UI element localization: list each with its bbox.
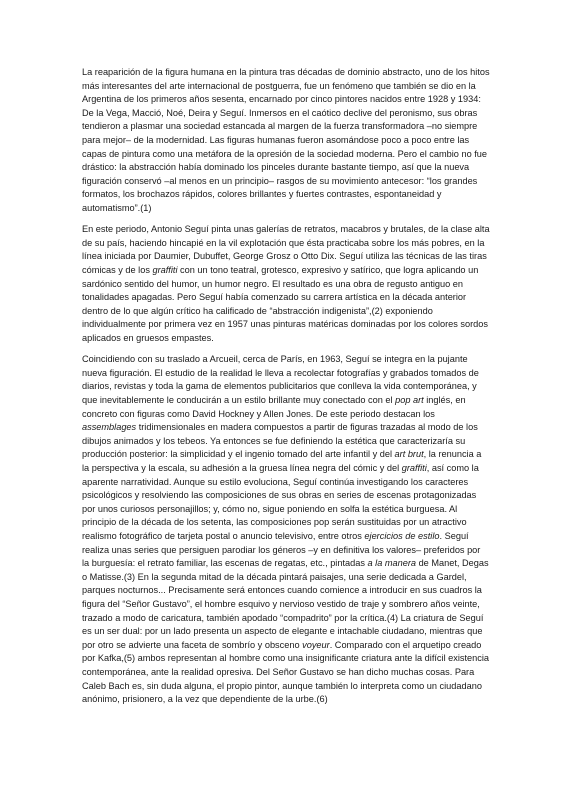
italic-term: graffiti bbox=[152, 265, 178, 275]
italic-term: ejercicios de estilo bbox=[364, 530, 440, 541]
text-run: La reaparición de la figura humana en la pintura tras décadas de dominio abstracto, uno de los hitos más interesantes del arte internacional de postguerra, fue un fenómeno que también se dio en la Argentina de los primeros años sesenta, encarnado por cinco pintores nacidos entre 1928 y 1934: De la Vega, Macció, Noé, Deira y Seguí. Inmersos en el caótico declive del peronismo, sus obras tendieron a plasmar una sociedad estancada al margen de la fuerza transformadora –no siempre para mejor– de la modernidad. Las figuras humanas fueron asomándose poco a poco entre las capas de pintura como una metáfora de la opresión de la sociedad moderna. Pero el cambio no fue drástico: la abstracción había dominado los pinceles durante bastante tiempo, así que la nueva figuración conservó –al menos en un principio– rasgos de su movimiento antecesor: “los grandes formatos, los brochazos rápidos, colores brillantes y fuertes contrastes, espontaneidad y automatismo”.(1) bbox=[82, 67, 490, 213]
italic-term: voyeur bbox=[302, 639, 330, 650]
text-run: , la renuncia a la perspectiva y la escala, su adhesión a la gruesa línea negra del cómic y del bbox=[82, 449, 482, 473]
italic-term: pop art bbox=[395, 395, 424, 406]
paragraph-1 bbox=[82, 66, 490, 216]
text-run: con un tono teatral, grotesco, expresivo y satírico, que logra aplicando un sardónico sentido del humor, un humor negro. El resultado es una obra de regusto antiguo en tonalidades apagadas. Pero Seguí había comenzado su carrera artística en la década anterior dentro de lo que algún crítico ha calificado de “abstracción indigenista”,(2) exponiendo individualmente por primera vez en 1957 unas pinturas matéricas dominadas por los colores sordos aplicados en gruesos empastes. bbox=[82, 265, 488, 343]
text-run: . Seguí realiza unas series que persiguen parodiar los géneros –y en definitiva los valores– preferidos por la burguesía: el retrato familiar, las escenas de regatas, etc., pintadas bbox=[82, 530, 481, 569]
paragraph-2 bbox=[82, 223, 490, 345]
text-run: . Comparado con el arquetipo creado por Kafka,(5) ambos representan al hombre como una insignificante criatura ante la difícil existencia contemporánea, ante la realidad opresiva. Del Señor Gustavo se han dicho muchas cosas. Para Caleb Bach es, sin duda alguna, el propio pintor, aunque también lo interpreta como un ciudadano anónimo, prisionero, a la vez que dependiente de la urbe.(6) bbox=[82, 639, 490, 705]
italic-term: assemblages bbox=[82, 422, 137, 433]
text-run: Coincidiendo con su traslado a Arcueil, cerca de París, en 1963, Seguí se integra en la pujante nueva figuración. El estudio de la realidad le lleva a recolectar fotografías y grabados tomados de diarios, revistas y toda la gama de elementos publicitarios que conlleva la vida contemporánea, y que inevitablemente le conducirán a un estilo brillante muy conectado con el bbox=[82, 354, 479, 406]
italic-term: graffiti bbox=[401, 463, 427, 473]
italic-term: a la manera bbox=[367, 558, 417, 569]
body-text bbox=[82, 66, 490, 714]
italic-term: art brut bbox=[394, 449, 424, 460]
text-run: , así como la aparente narratividad. Aunque su estilo evoluciona, Seguí continúa investigando los caracteres psicológicos y resolviendo las composiciones de sus obras en series de escenas protagonizadas por unos curiosos personajillos; y, cómo no, sigue poniendo en solfa la estética burguesa. Al principio de la década de los setenta, las composiciones pop serán sustituidas por un atractivo realismo fotográfico de tarjeta postal o anuncio televisivo, entre otros bbox=[82, 463, 479, 541]
text-run: tridimensionales en madera compuestos a partir de figuras trazadas al modo de los dibujos animados y los tebeos. Ya entonces se fue definiendo la estética que caracterizaría su producción posterior: la simplicidad y el ingenio tomado del arte infantil y del bbox=[82, 422, 478, 460]
paragraph-3 bbox=[82, 353, 490, 706]
text-run: inglés, en concreto con figuras como David Hockney y Allen Jones. De este periodo destacan los bbox=[82, 395, 466, 419]
text-run: En este periodo, Antonio Seguí pinta unas galerías de retratos, macabros y brutales, de la clase alta de su país, haciendo hincapié en la vil explotación que ésta practicaba sobre los más pobres, en la línea iniciada por Daumier, Dubuffet, George Grosz o Otto Dix. Seguí utiliza las técnicas de las tiras cómicas y de los bbox=[82, 224, 490, 275]
text-run: de Manet, Degas o Matisse.(3) En la segunda mitad de la década pintará paisajes, una serie dedicada a Gardel, parques nocturnos... Precisamente será entonces cuando comience a introducir en sus cuadros la figura del “Señor Gustavo”, el hombre esquivo y nervioso vestido de traje y sombrero años veinte, trazado a modo de caricatura, también apodado “compadrito” por la crítica.(4) La criatura de Seguí es un ser dual: por un lado presenta un aspecto de elegante e intachable ciudadano, mientras que por otro se advierte una faceta de sombrío y obsceno bbox=[82, 558, 489, 650]
